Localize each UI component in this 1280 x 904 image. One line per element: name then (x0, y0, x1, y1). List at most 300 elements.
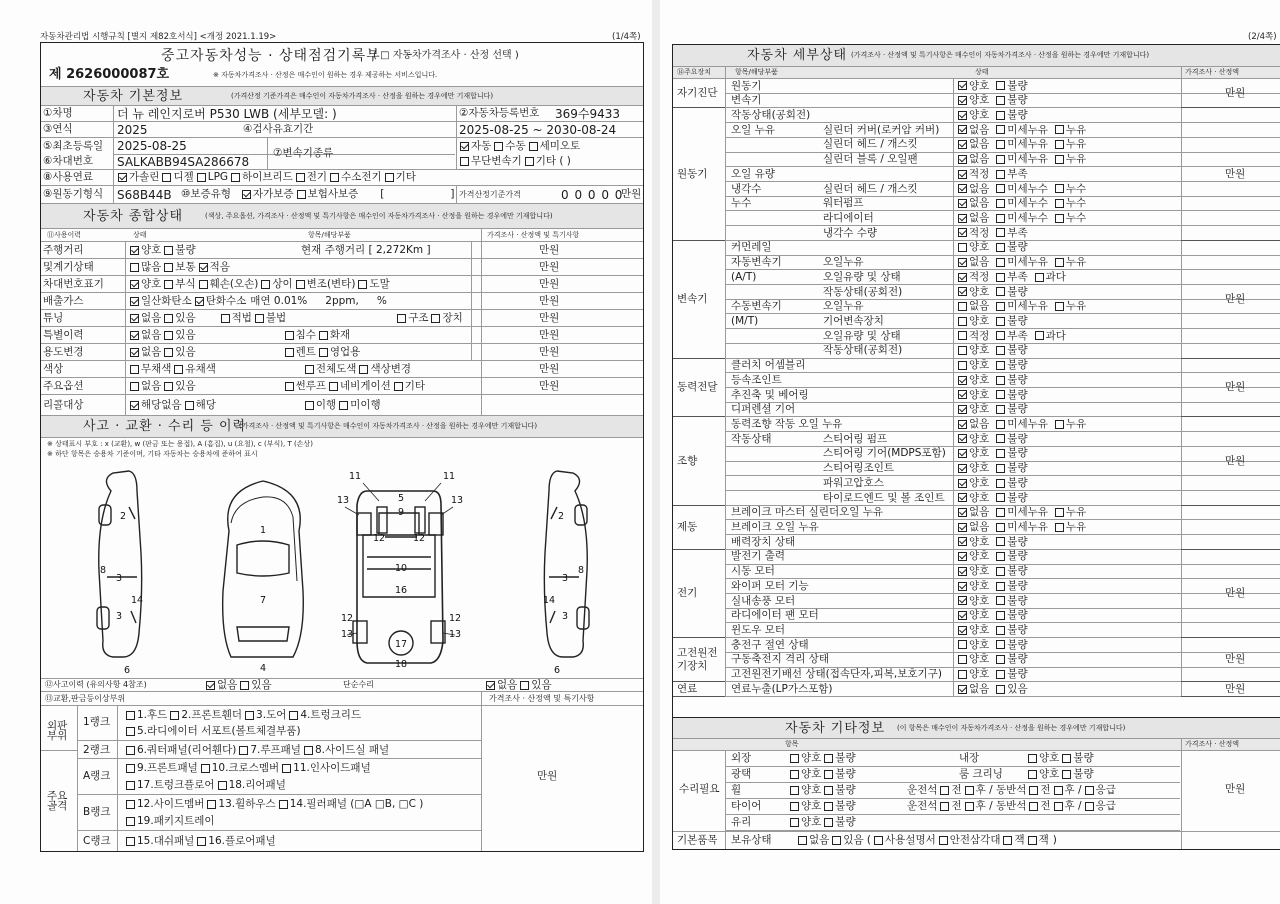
checkbox-state[interactable] (996, 464, 1005, 473)
checkbox-state[interactable] (996, 287, 1005, 296)
checkbox-cross-member[interactable] (201, 764, 210, 773)
seat-label: 후 / 동반석 (975, 784, 1027, 797)
checkbox-c[interactable] (305, 365, 314, 374)
col-usage: ⑪사용이력 (47, 230, 82, 239)
diagram-part-number: 18 (394, 659, 408, 670)
record-number: 제 2626000087호 (49, 66, 170, 82)
detail-item: 배력장치 상태 (731, 535, 796, 548)
checkbox-self-warranty[interactable] (242, 190, 251, 199)
checkbox-a[interactable] (130, 365, 139, 374)
checkbox-bad[interactable] (824, 818, 833, 827)
checkbox-state[interactable] (1055, 420, 1064, 429)
checkbox-b[interactable] (164, 382, 173, 391)
checkbox-bad[interactable] (824, 802, 833, 811)
checkbox-state[interactable] (958, 140, 967, 149)
detail-price: 만원 (1225, 167, 1246, 180)
checkbox-gasoline[interactable] (118, 173, 127, 182)
overall-row-options (125, 378, 425, 394)
checkbox-state[interactable] (1055, 302, 1064, 311)
option-label: 네비게이션 (340, 379, 391, 392)
checkbox-state[interactable] (996, 140, 1005, 149)
checkbox-a[interactable] (130, 314, 139, 323)
checkbox-manual-book[interactable] (874, 836, 883, 845)
checkbox-a[interactable] (130, 263, 139, 272)
detail-group-label: 조향 (677, 454, 698, 467)
checkbox-state[interactable] (958, 523, 967, 532)
seat-label: 후 / (1064, 784, 1082, 797)
checkbox-rear-passenger[interactable] (965, 786, 974, 795)
checkbox-state[interactable] (1055, 214, 1064, 223)
checkbox-state[interactable] (958, 376, 967, 385)
checkbox-trunk-lid[interactable] (289, 711, 298, 720)
checkbox-state[interactable] (996, 449, 1005, 458)
checkbox-side-sill[interactable] (304, 746, 313, 755)
checkbox-state[interactable] (996, 420, 1005, 429)
checkbox-e[interactable] (397, 314, 406, 323)
state-label: 양호 (969, 653, 990, 666)
checkbox-state[interactable] (996, 582, 1005, 591)
checkbox-state[interactable] (958, 582, 967, 591)
checkbox-a[interactable] (130, 246, 139, 255)
option-label: 불량 (175, 243, 196, 256)
checkbox-bad[interactable] (824, 754, 833, 763)
checkbox-rear-panel[interactable] (218, 781, 227, 790)
rank-1-parts-a: 1.후드 2.프론트휀더 3.도어 4.트렁크리드 (121, 707, 361, 723)
checkbox-cvt[interactable] (460, 157, 469, 166)
checkbox-c[interactable] (285, 348, 294, 357)
checkbox-state[interactable] (1055, 140, 1064, 149)
checkbox-good[interactable] (790, 770, 799, 779)
state-label: 양호 (969, 624, 990, 637)
col-price-2: 가격조사 · 산정액 (1185, 68, 1240, 76)
checkbox-state[interactable] (958, 655, 967, 664)
checkbox-state[interactable] (996, 331, 1005, 340)
checkbox-b[interactable] (185, 401, 194, 410)
checkbox-state[interactable] (1055, 523, 1064, 532)
checkbox-rear-2[interactable] (1054, 786, 1063, 795)
checkbox-hydrogen[interactable] (330, 173, 339, 182)
checkbox-b[interactable] (164, 280, 173, 289)
checkbox-b[interactable] (164, 348, 173, 357)
detail-state (953, 108, 1032, 122)
checkbox-state[interactable] (958, 640, 967, 649)
detail-subgroup: 커먼레일 (731, 241, 772, 254)
diagram-part-number: 12 (372, 533, 386, 544)
checkbox-state[interactable] (1055, 184, 1064, 193)
checkbox-state[interactable] (1055, 508, 1064, 517)
main-frame-label: 주요골격 (47, 789, 68, 812)
checkbox-good[interactable] (790, 818, 799, 827)
checkbox-diesel[interactable] (162, 173, 171, 182)
checkbox-state[interactable] (996, 596, 1005, 605)
checkbox-a[interactable] (130, 297, 139, 306)
checkbox-state[interactable] (996, 655, 1005, 664)
checkbox-state[interactable] (958, 184, 967, 193)
seat-label: 전 (1040, 800, 1051, 813)
checkbox-b[interactable] (164, 246, 173, 255)
checkbox-state[interactable] (996, 685, 1005, 694)
checkbox-state[interactable] (958, 479, 967, 488)
checkbox-other[interactable] (525, 157, 534, 166)
checkbox-state[interactable] (996, 640, 1005, 649)
checkbox-state[interactable] (958, 287, 967, 296)
checkbox-good[interactable] (790, 754, 799, 763)
checkbox-emergency[interactable] (1085, 802, 1094, 811)
checkbox-state[interactable] (996, 552, 1005, 561)
checkbox-auto[interactable] (460, 142, 469, 151)
checkbox-state[interactable] (1035, 331, 1044, 340)
checkbox-state[interactable] (996, 228, 1005, 237)
checkbox-jack-1[interactable] (1003, 836, 1012, 845)
detail-item: 연료누출(LP가스포함) (731, 682, 833, 695)
checkbox-state[interactable] (996, 96, 1005, 105)
detail-state (953, 476, 1032, 490)
checkbox-state[interactable] (958, 670, 967, 679)
checkbox-good[interactable] (1028, 770, 1037, 779)
option-label: 렌트 (295, 345, 316, 358)
detail-item: 동력조향 작동 오일 누유 (731, 418, 843, 431)
state-label: 누유 (1065, 521, 1087, 534)
checkbox-d[interactable] (319, 348, 328, 357)
state-label: 누유 (1065, 300, 1087, 313)
checkbox-front-2[interactable] (1029, 802, 1038, 811)
etc-item-2: 룸 크리닝 (959, 768, 1003, 781)
checkbox-state[interactable] (958, 155, 967, 164)
seat-label: 전 (951, 800, 962, 813)
overall-row-label: 용도변경 (43, 345, 84, 358)
checkbox-state[interactable] (996, 199, 1005, 208)
checkbox-state[interactable] (958, 331, 967, 340)
checkbox-radiator-support[interactable] (126, 727, 135, 736)
state-label: 미세누유 (1007, 300, 1048, 313)
state-label: 양호 (969, 373, 990, 386)
divider (471, 310, 472, 326)
detail-price-cell (1181, 79, 1280, 108)
checkbox-has-simple-repair[interactable] (520, 681, 529, 690)
checkbox-state[interactable] (958, 596, 967, 605)
accident-history-row (41, 678, 643, 692)
checkbox-state[interactable] (958, 96, 967, 105)
checkbox-b[interactable] (195, 297, 204, 306)
checkbox-state[interactable] (958, 390, 967, 399)
checkbox-d[interactable] (319, 331, 328, 340)
state-label: 불량 (1007, 79, 1028, 92)
diagram-part-number: 17 (394, 639, 408, 650)
detail-state (953, 594, 1032, 608)
overall-row-label: 튜닝 (43, 311, 64, 324)
checkbox-trunk-floor[interactable] (126, 781, 135, 790)
rank-2-parts: 6.쿼터패널(리어휀다) 7.루프패널 8.사이드실 패널 (121, 742, 389, 758)
checkbox-state[interactable] (996, 390, 1005, 399)
state-label: 양호 (969, 447, 990, 460)
basic-row-engine (41, 186, 643, 204)
state-label: 불량 (1007, 285, 1028, 298)
checkbox-c[interactable] (305, 401, 314, 410)
checkbox-side-member[interactable] (126, 800, 135, 809)
checkbox-hood[interactable] (126, 711, 135, 720)
checkbox-lpg[interactable] (197, 173, 206, 182)
checkbox-good[interactable] (790, 786, 799, 795)
checkbox-b[interactable] (164, 263, 173, 272)
inspection-valid-period: 2025-08-25 ~ 2030-08-24 (459, 122, 617, 137)
checkbox-state[interactable] (996, 184, 1005, 193)
option-label: 변조(변타) (306, 277, 356, 290)
checkbox-manual[interactable] (494, 142, 503, 151)
checkbox-f[interactable] (358, 280, 367, 289)
checkbox-state[interactable] (996, 170, 1005, 179)
checkbox-state[interactable] (958, 420, 967, 429)
checkbox-state[interactable] (958, 449, 967, 458)
checkbox-e[interactable] (296, 280, 305, 289)
checkbox-bad[interactable] (1062, 770, 1071, 779)
accident-history-options: 없음 있음 (201, 679, 272, 691)
checkbox-state[interactable] (996, 346, 1005, 355)
checkbox-state[interactable] (958, 464, 967, 473)
checkbox-state[interactable] (958, 258, 967, 267)
checkbox-state[interactable] (958, 214, 967, 223)
checkbox-state[interactable] (958, 111, 967, 120)
checkbox-c[interactable] (285, 331, 294, 340)
checkbox-a[interactable] (130, 280, 139, 289)
checkbox-possess-has[interactable] (832, 836, 841, 845)
checkbox-d[interactable] (329, 382, 338, 391)
checkbox-state[interactable] (996, 317, 1005, 326)
checkbox-c[interactable] (285, 382, 294, 391)
checkbox-state[interactable] (996, 670, 1005, 679)
checkbox-state[interactable] (1055, 258, 1064, 267)
state-label: 미세누유 (1007, 153, 1048, 166)
checkbox-pillar-panel[interactable] (279, 800, 288, 809)
checkbox-bad[interactable] (824, 786, 833, 795)
checkbox-state[interactable] (996, 302, 1005, 311)
checkbox-insurance-warranty[interactable] (297, 190, 306, 199)
checkbox-state[interactable] (958, 626, 967, 635)
checkbox-state[interactable] (958, 125, 967, 134)
divider (481, 361, 482, 377)
checkbox-a[interactable] (130, 348, 139, 357)
exchange-parts-table (41, 706, 643, 851)
checkbox-quarter-panel[interactable] (126, 746, 135, 755)
checkbox-roof-panel[interactable] (239, 746, 248, 755)
detail-status-grid (673, 79, 1280, 697)
checkbox-c[interactable] (221, 314, 230, 323)
checkbox-state[interactable] (996, 405, 1005, 414)
transmission-options: 자동 수동 세미오토 (455, 138, 580, 154)
checkbox-f[interactable] (431, 314, 440, 323)
checkbox-state[interactable] (958, 170, 967, 179)
state-label: 양호 (969, 609, 990, 622)
checkbox-state[interactable] (996, 508, 1005, 517)
checkbox-hybrid[interactable] (231, 173, 240, 182)
etc-options (785, 799, 856, 814)
checkbox-d[interactable] (339, 401, 348, 410)
overall-row-options (125, 276, 390, 292)
checkbox-state[interactable] (996, 155, 1005, 164)
checkbox-fuel-other[interactable] (385, 173, 394, 182)
checkbox-bad[interactable] (1062, 754, 1071, 763)
price-service-option: ( □ 자동차가격조사 · 산정 선택 ) (373, 50, 519, 61)
checkbox-good[interactable] (790, 802, 799, 811)
checkbox-state[interactable] (958, 81, 967, 90)
state-label: 부족 (1007, 329, 1028, 342)
checkbox-front[interactable] (940, 802, 949, 811)
checkbox-state[interactable] (958, 228, 967, 237)
checkbox-no-simple-repair[interactable] (486, 681, 495, 690)
overall-row-options (125, 259, 230, 275)
checkbox-state[interactable] (958, 508, 967, 517)
checkbox-state[interactable] (996, 479, 1005, 488)
checkbox-front[interactable] (940, 786, 949, 795)
detail-item: 고전원전기배선 상태(접속단자,피복,보호기구) (731, 668, 942, 681)
diagram-part-number: 12 (412, 533, 426, 544)
emission-value: 2ppm, (325, 294, 359, 307)
checkbox-b[interactable] (164, 314, 173, 323)
checkbox-electric[interactable] (296, 173, 305, 182)
checkbox-dash-panel[interactable] (126, 837, 135, 846)
checkbox-state[interactable] (958, 243, 967, 252)
checkbox-state[interactable] (996, 626, 1005, 635)
checkbox-state[interactable] (958, 317, 967, 326)
detail-item: 오일누유 (823, 300, 864, 313)
checkbox-state[interactable] (958, 346, 967, 355)
checkbox-b[interactable] (164, 331, 173, 340)
option-label: 침수 (295, 328, 316, 341)
state-label: 양호 (969, 241, 990, 254)
detail-subgroup: 누수 (731, 197, 752, 210)
checkbox-state[interactable] (996, 493, 1005, 502)
checkbox-state[interactable] (958, 405, 967, 414)
checkbox-d[interactable] (359, 365, 368, 374)
checkbox-front-fender[interactable] (170, 711, 179, 720)
rank-1: 1랭크 (83, 715, 110, 728)
detail-item: 추진축 및 베어링 (731, 388, 809, 401)
checkbox-state[interactable] (996, 258, 1005, 267)
detail-subgroup: 냉각수 (731, 182, 762, 195)
rank-b-parts-a: 12.사이드멤버 13.휠하우스 14.필러패널 (□A □B, □C ) (121, 796, 423, 812)
etc-col-price: 가격조사 · 산정액 (1185, 740, 1240, 748)
checkbox-possess-none[interactable] (798, 836, 807, 845)
checkbox-emergency[interactable] (1085, 786, 1094, 795)
etc-row (725, 799, 1180, 815)
detail-state (953, 270, 1070, 284)
checkbox-a[interactable] (130, 331, 139, 340)
checkbox-e[interactable] (394, 382, 403, 391)
checkbox-state[interactable] (996, 81, 1005, 90)
checkbox-state[interactable] (996, 434, 1005, 443)
checkbox-state[interactable] (996, 361, 1005, 370)
checkbox-good[interactable] (1028, 754, 1037, 763)
checkbox-state[interactable] (1055, 125, 1064, 134)
checkbox-triangle[interactable] (939, 836, 948, 845)
checkbox-state[interactable] (996, 125, 1005, 134)
checkbox-state[interactable] (958, 199, 967, 208)
checkbox-state[interactable] (958, 493, 967, 502)
checkbox-front-2[interactable] (1029, 786, 1038, 795)
checkbox-rear-2[interactable] (1054, 802, 1063, 811)
checkbox-state[interactable] (1035, 273, 1044, 282)
checkbox-state[interactable] (996, 376, 1005, 385)
option-label: 해당 (195, 398, 216, 411)
checkbox-wheel-house[interactable] (207, 800, 216, 809)
checkbox-rear-passenger[interactable] (965, 802, 974, 811)
label-registration: ②자동차등록번호 (459, 107, 540, 120)
checkbox-floor-panel[interactable] (197, 837, 206, 846)
state-label: 없음 (969, 182, 990, 195)
checkbox-state[interactable] (1055, 155, 1064, 164)
seat-label: 운전석 (907, 784, 938, 797)
checkbox-state[interactable] (958, 302, 967, 311)
etc-header (673, 717, 1280, 739)
checkbox-d[interactable] (261, 280, 270, 289)
checkbox-package-tray[interactable] (126, 817, 135, 826)
checkbox-b[interactable] (174, 365, 183, 374)
checkbox-state[interactable] (996, 214, 1005, 223)
checkbox-state[interactable] (958, 552, 967, 561)
checkbox-state[interactable] (1055, 199, 1064, 208)
state-label: 양호 (969, 344, 990, 357)
checkbox-state[interactable] (958, 567, 967, 576)
repair-needed-label: 수리필요 (679, 782, 720, 795)
checkbox-state[interactable] (958, 434, 967, 443)
checkbox-c[interactable] (199, 280, 208, 289)
checkbox-d[interactable] (255, 314, 264, 323)
checkbox-state[interactable] (996, 537, 1005, 546)
state-label: 없음 (969, 682, 990, 695)
bad-label: 불량 (835, 816, 856, 829)
detail-price-cell (1181, 682, 1280, 697)
state-label: 불량 (1007, 94, 1028, 107)
overall-price: 만원 (539, 362, 560, 375)
checkbox-semi-auto[interactable] (529, 142, 538, 151)
checkbox-state[interactable] (996, 243, 1005, 252)
checkbox-front-panel[interactable] (126, 764, 135, 773)
divider (471, 293, 472, 309)
state-label: 누유 (1065, 138, 1087, 151)
bad-label: 불량 (1073, 768, 1094, 781)
checkbox-no-accident[interactable] (206, 681, 215, 690)
detail-group-label: 제동 (677, 520, 698, 533)
detail-item: 등속조인트 (731, 373, 782, 386)
checkbox-state[interactable] (958, 537, 967, 546)
detail-group-label: 원동기 (677, 167, 708, 180)
checkbox-state[interactable] (958, 611, 967, 620)
overall-row (41, 293, 643, 310)
overall-row (41, 259, 643, 276)
checkbox-state[interactable] (996, 611, 1005, 620)
checkbox-state[interactable] (996, 523, 1005, 532)
checkbox-bad[interactable] (824, 770, 833, 779)
detail-price-cell (1181, 550, 1280, 638)
checkbox-inside-panel[interactable] (282, 764, 291, 773)
detail-price-cell (1181, 108, 1280, 240)
checkbox-state[interactable] (958, 685, 967, 694)
checkbox-state[interactable] (996, 567, 1005, 576)
etc-item: 광택 (731, 768, 752, 781)
checkbox-state[interactable] (958, 273, 967, 282)
checkbox-a[interactable] (130, 401, 139, 410)
checkbox-jack-2[interactable] (1028, 836, 1037, 845)
checkbox-a[interactable] (130, 382, 139, 391)
checkbox-state[interactable] (996, 273, 1005, 282)
state-label: 불량 (1007, 491, 1028, 504)
checkbox-has-accident[interactable] (240, 681, 249, 690)
checkbox-state[interactable] (958, 361, 967, 370)
option-label: 양호 (141, 277, 162, 290)
checkbox-state[interactable] (996, 111, 1005, 120)
checkbox-c[interactable] (199, 263, 208, 272)
checkbox-door[interactable] (245, 711, 254, 720)
state-label: 양호 (969, 462, 990, 475)
